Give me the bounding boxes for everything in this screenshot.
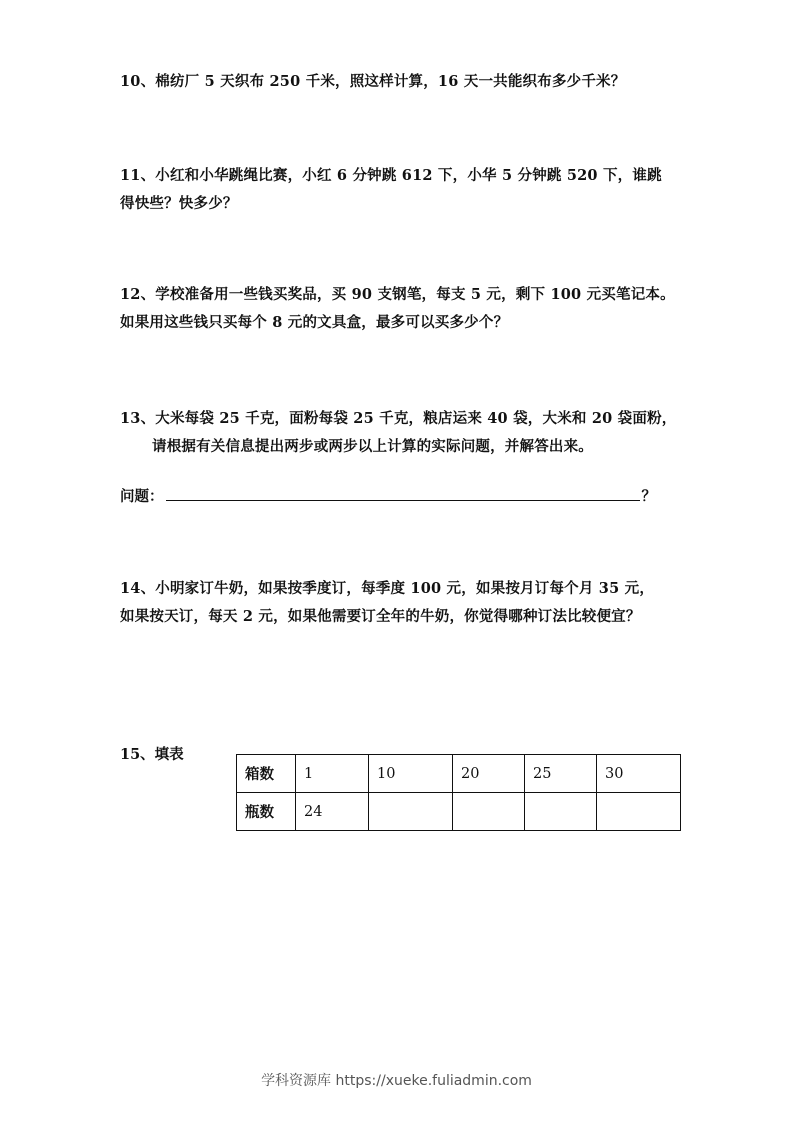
answer-end-mark: ？ [641, 488, 656, 505]
table-row-bottles [237, 793, 681, 831]
question-10-line-1: 10、棉纺厂 5 天织布 250 千米，照这样计算，16 天一共能织布多少千米？ [120, 73, 626, 90]
table-blank-cell[interactable] [525, 793, 597, 831]
table-header-boxes: 箱数 [237, 755, 296, 793]
question-10 [120, 68, 680, 96]
answer-label: 问题： [120, 488, 164, 505]
question-14-line-2: 如果按天订，每天 2 元，如果他需要订全年的牛奶，你觉得哪种订法比较便宜？ [120, 608, 641, 625]
table-blank-cell[interactable] [597, 793, 681, 831]
footer-watermark: 学科资源库 https://xueke.fuliadmin.com [261, 1073, 532, 1089]
question-14-line-1: 14、小明家订牛奶，如果按季度订，每季度 100 元，如果按月订每个月 35 元， [120, 580, 655, 597]
table-cell: 25 [525, 755, 597, 793]
question-11-line-2: 得快些？快多少？ [120, 195, 238, 212]
table-cell: 10 [369, 755, 453, 793]
question-12-line-1: 12、学校准备用一些钱买奖品，买 90 支钢笔，每支 5 元，剩下 100 元买笔记本。 [120, 286, 675, 303]
question-13-answer-line [120, 482, 660, 511]
question-13 [120, 405, 680, 461]
fill-in-table [236, 754, 681, 831]
table-cell: 1 [296, 755, 369, 793]
table-row-boxes [237, 755, 681, 793]
question-11 [120, 162, 680, 218]
question-14 [120, 575, 680, 631]
table-cell: 24 [296, 793, 369, 831]
table-header-bottles: 瓶数 [237, 793, 296, 831]
question-13-line-2: 请根据有关信息提出两步或两步以上计算的实际问题，并解答出来。 [152, 438, 593, 455]
question-13-line-1: 13、大米每袋 25 千克，面粉每袋 25 千克，粮店运来 40 袋，大米和 20 袋面粉， [120, 410, 677, 427]
table-cell: 20 [453, 755, 525, 793]
answer-blank[interactable] [166, 482, 640, 501]
table-cell: 30 [597, 755, 681, 793]
question-12 [120, 281, 680, 337]
question-11-line-1: 11、小红和小华跳绳比赛，小红 6 分钟跳 612 下，小华 5 分钟跳 520 下，谁跳 [120, 167, 662, 184]
table-blank-cell[interactable] [453, 793, 525, 831]
question-15-label: 15、填表 [120, 746, 184, 763]
question-12-line-2: 如果用这些钱只买每个 8 元的文具盒，最多可以买多少个？ [120, 314, 509, 331]
table-blank-cell[interactable] [369, 793, 453, 831]
